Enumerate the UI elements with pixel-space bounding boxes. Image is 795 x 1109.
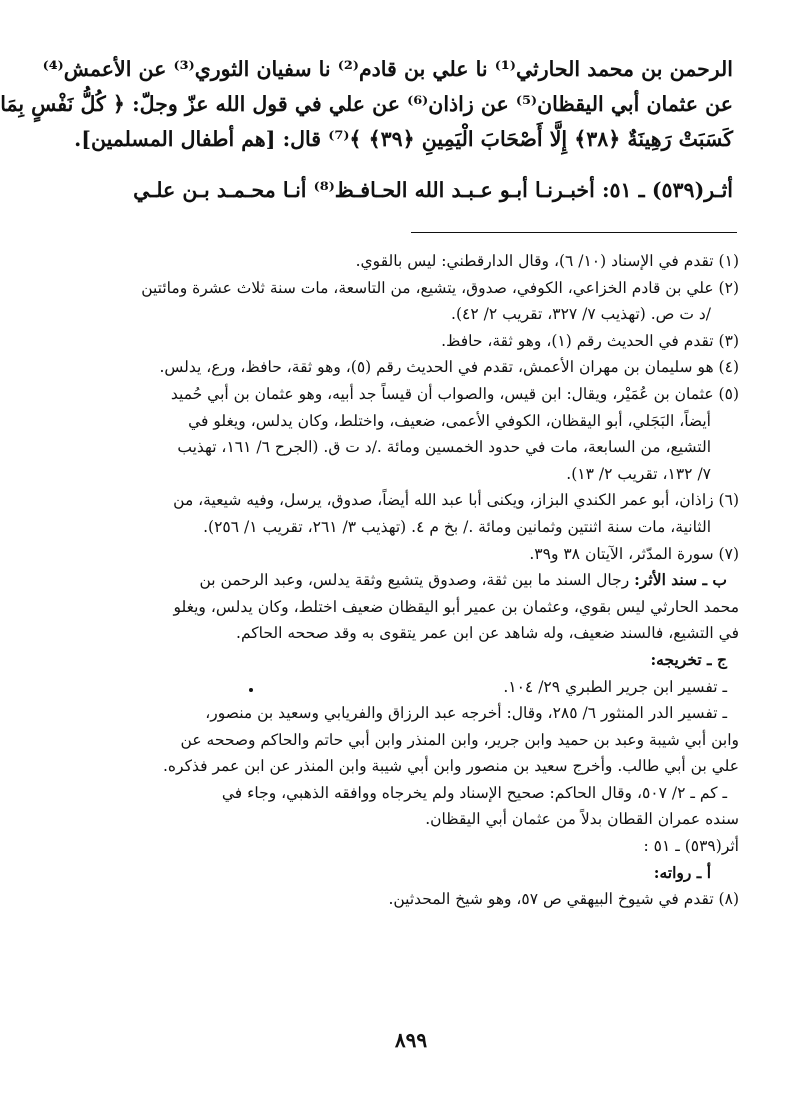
main-line: عن عثمان أبي اليقظان⁽⁵⁾ عن زاذان⁽⁶⁾ عن علي في قول الله عزّ وجلّ: ﴿ كُلُّ نَفْسٍ بِمَا [0,92,733,116]
footnote-line: (٢) علي بن قادم الخزاعي، الكوفي، صدوق، يتشيع، من التاسعة، مات سنة ثلاث عشرة ومائتين [141,278,739,297]
main-line: الرحمن بن محمد الحارثي⁽¹⁾ نا علي بن قادم⁽²⁾ نا سفيان الثوري⁽³⁾ عن الأعمش⁽⁴⁾ [42,57,733,81]
footnote-line: التشيع، من السابعة، مات في حدود الخمسين ومائة ./د ت ق. (الجرح ٦/ ١٦١، تهذيب [177,438,711,457]
takhrij-heading: ج ـ تخريجه: [650,649,727,669]
athar-label: أثـر(٥٣٩) ـ ٥١: [601,178,733,202]
takhrij-line: وابن أبي شيبة وعبد بن حميد وابن جرير، وابن المنذر وابن أبي حاتم والحاكم وصححه عن [180,730,739,749]
takhrij-line: ـ كم ـ ٢/ ٥٠٧، وقال الحاكم: صحيح الإسناد ولم يخرجاه ووافقه الذهبي، وجاء في [221,783,727,802]
ruwat-heading: أ ـ رواته: [653,862,711,882]
footnote-line: (٦) زاذان، أبو عمر الكندي البزاز، ويكنى أبا عبد الله أيضاً، صدوق، يرسل، وفيه شيعية، من [173,491,739,510]
takhrij-line: ـ تفسير ابن جرير الطبري ٢٩/ ١٠٤. [503,677,727,696]
footnote-line: /د ت ص. (تهذيب ٧/ ٣٢٧، تقريب ٢/ ٤٢). [451,305,711,324]
footnote-line: الثانية، مات سنة اثنتين وثمانين ومائة ./ بخ م ٤. (تهذيب ٣/ ٢٦١، تقريب ١/ ٢٥٦). [203,517,711,536]
page-number: ٨٩٩ [394,1028,428,1052]
athar-text: أخبـرنـا أبـو عـبـد الله الحـافـظ⁽⁸⁾ أنـا محـمـد بـن علـي [133,178,595,202]
sanad-line: في التشيع، فالسند ضعيف، وله شاهد عن ابن عمر يتقوى به وقد صححه الحاكم. [236,624,739,643]
footnote-line: (٨) تقدم في شيوخ البيهقي ص ٥٧، وهو شيخ المحدثين. [388,890,739,909]
takhrij-line: ـ تفسير الدر المنثور ٦/ ٢٨٥، وقال: أخرجه عبد الرزاق والفريابي وسعيد بن منصور، [205,704,727,723]
footnotes [99,248,739,913]
footnote-line: ٧/ ١٣٢، تقريب ٢/ ١٣). [566,464,711,483]
sanad-line [99,567,739,594]
athar-heading [105,178,733,202]
athar-ref: أثر(٥٣٩) ـ ٥١ : [643,837,739,856]
footnote-line: (٥) عثمان بن عُمَيْر، ويقال: ابن قيس، والصواب أن قيساً جد أبيه، وهو عثمان بن أبي حُميد [170,384,739,403]
footnote-line: (٧) سورة المدّثر، الآيتان ٣٨ و٣٩. [529,544,739,563]
footnote-line: أيضاً، البَجَلي، أبو اليقظان، الكوفي الأعمى، ضعيف، واختلط، وكان يدلس، ويغلو في [188,411,711,430]
stray-dot [249,688,253,692]
footnote-line: (١) تقدم في الإسناد (١٠/ ٦)، وقال الدارقطني: ليس بالقوي. [355,252,739,270]
main-line: كَسَبَتْ رَهِينَةٌ ﴿٣٨﴾ إِلَّا أَصْحَابَ الْيَمِينِ ﴿٣٩﴾ ﴾⁽⁷⁾ قال: [هم أطفال المسلمين]. [74,127,733,151]
sanad-line: محمد الحارثي ليس بقوي، وعثمان بن عمير أبو اليقظان ضعيف اختلط، وكان يدلس، ويغلو [173,597,739,616]
sanad-label: ب ـ سند الأثر: [634,570,727,590]
sanad-text: رجال السند ما بين ثقة، وصدوق يتشيع وثقة يدلس، وعبد الرحمن بن [199,571,630,590]
takhrij-line: علي بن أبي طالب. وأخرج سعيد بن منصور وابن أبي شيبة وابن المنذر عن ابن عمر فذكره. [163,757,739,776]
footnote-line: (٤) هو سليمان بن مهران الأعمش، تقدم في الحديث رقم (٥)، وهو ثقة، حافظ، ورع، يدلس. [159,358,739,377]
takhrij-line: سنده عمران القطان بدلاً من عثمان أبي اليقظان. [425,810,739,829]
footnote-line: (٣) تقدم في الحديث رقم (١)، وهو ثقة، حافظ. [441,331,739,350]
footnote-separator [411,232,737,233]
main-text [0,52,733,157]
